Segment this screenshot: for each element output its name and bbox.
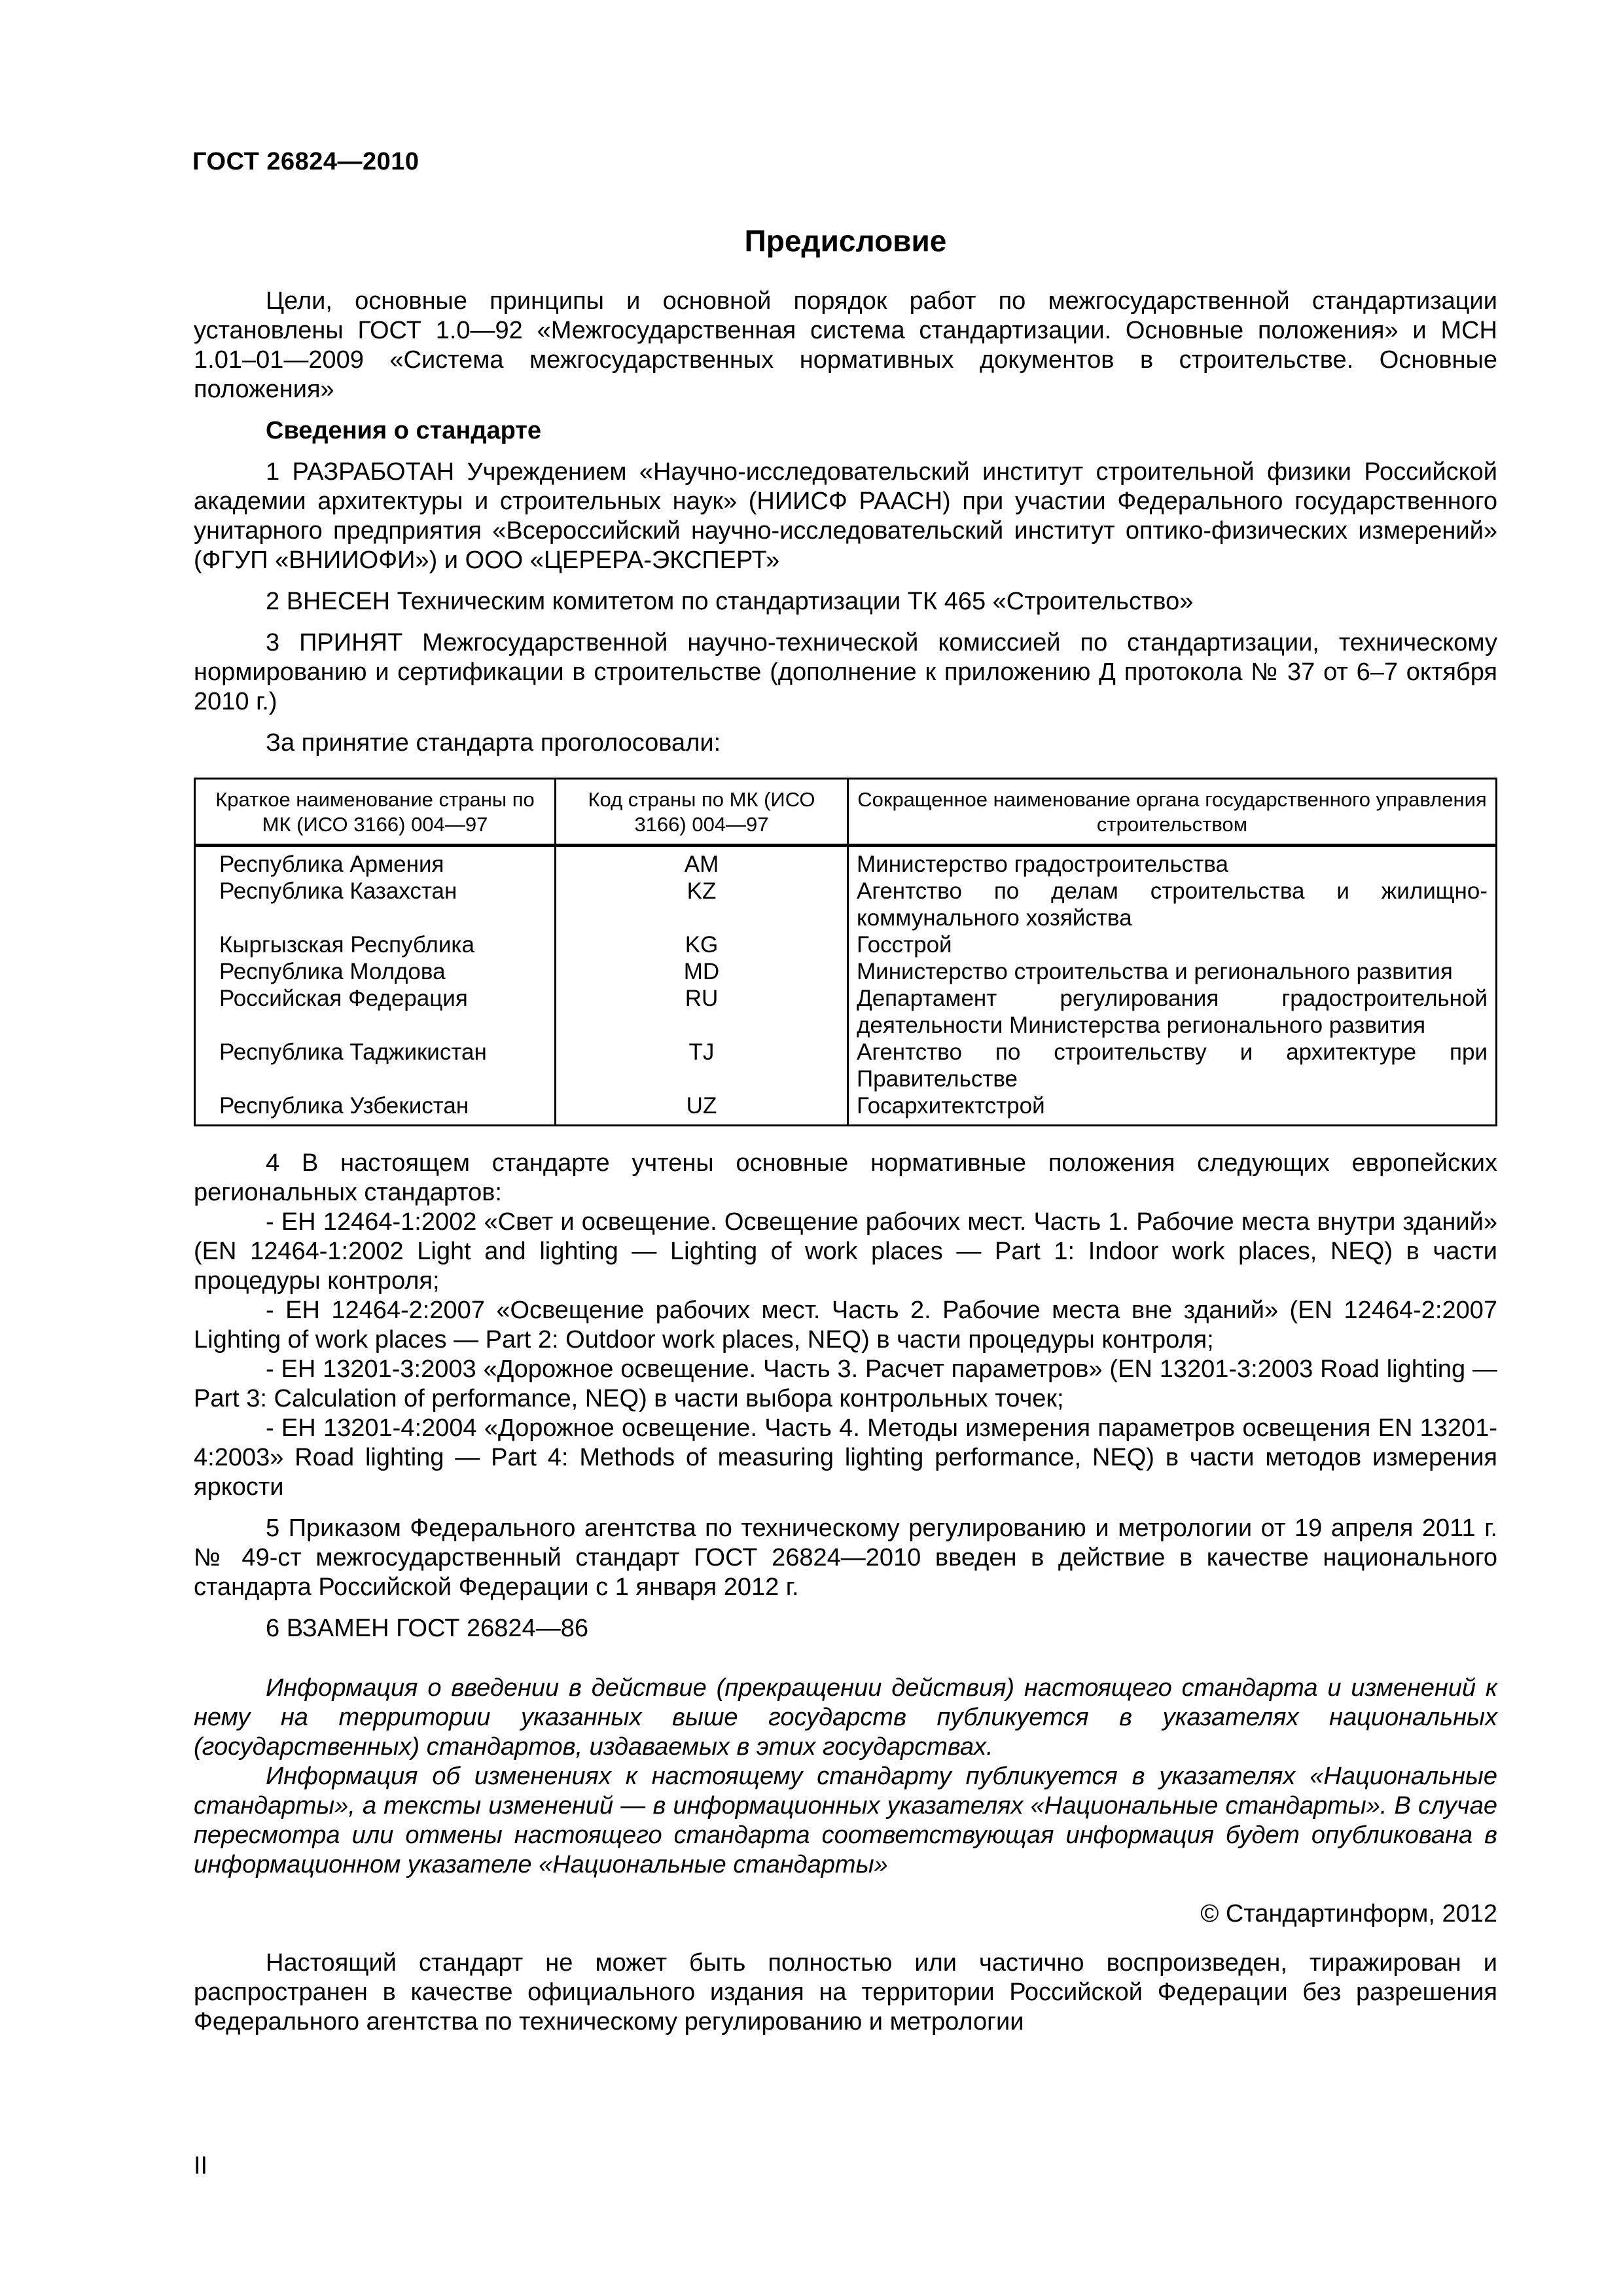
table-header-row <box>195 779 1497 846</box>
table-row <box>195 846 1497 878</box>
page-title: Предисловие <box>744 224 947 258</box>
table-cell-code: AM <box>556 846 848 878</box>
table-row <box>195 1039 1497 1092</box>
intro-paragraph: Цели, основные принципы и основной порядок работ по межгосударственной стандартизации установлены ГОСТ 1.0—92 «Межгосударственная система стандартизации. Основные положения» и МСН 1.01–01—2009 «Система межгосударственных нормативных документов в строительстве. Основные положения» <box>194 287 1497 403</box>
document-id: ГОСТ 26824—2010 <box>192 148 419 175</box>
item-2-paragraph: 2 ВНЕСЕН Техническим комитетом по стандартизации ТК 465 «Строительство» <box>266 588 1194 615</box>
item-3-paragraph: 3 ПРИНЯТ Межгосударственной научно-технической комиссией по стандартизации, техническому нормированию и сертификации в строительстве (дополнение к приложению Д протокола № 37 от 6–7 октября 2010 г.) <box>194 629 1497 715</box>
table-cell-code: KZ <box>556 878 848 931</box>
table-cell-country: Республика Армения <box>195 846 556 878</box>
italic-info-paragraph: Информация о введении в действие (прекращении действия) настоящего стандарта и изменений к нему на территории указанных выше государств публикуется в указателях национальных (государственных) стандартов, издаваемых в этих государствах. <box>194 1674 1497 1761</box>
table-cell-country: Кыргызская Республика <box>195 931 556 958</box>
item-4-list-item: - ЕН 12464-2:2007 «Освещение рабочих мест. Часть 2. Рабочие места вне зданий» (EN 12464-2:2007 Lighting of work places — Part 2: Outdoor work places, NEQ) в части процедуры контроля; <box>194 1297 1497 1354</box>
table-header-country: Краткое наименование страны по МК (ИСО 3166) 004—97 <box>195 779 556 846</box>
table-cell-authority: Министерство градостроительства <box>848 846 1497 878</box>
table-header-authority: Сокращенное наименование органа государственного управления строительством <box>848 779 1497 846</box>
table-cell-authority: Департамент регулирования градостроительной деятельности Министерства регионального развития <box>848 985 1497 1039</box>
table-cell-country: Республика Узбекистан <box>195 1092 556 1126</box>
section-subheading: Сведения о стандарте <box>266 417 542 444</box>
page-content <box>194 223 1497 2037</box>
table-cell-authority: Госархитектстрой <box>848 1092 1497 1126</box>
item-1-paragraph: 1 РАЗРАБОТАН Учреждением «Научно-исследовательский институт строительной физики Российской академии архитектуры и строительных наук» (НИИСФ РААСН) при участии Федерального государственного унитарного предприятия «Всероссийский научно-исследовательский институт оптико-физических измерений» (ФГУП «ВНИИОФИ») и ООО «ЦЕРЕРА-ЭКСПЕРТ» <box>194 458 1497 574</box>
table-row <box>195 878 1497 931</box>
item-4-paragraph: 4 В настоящем стандарте учтены основные нормативные положения следующих европейских региональных стандартов: <box>194 1149 1497 1206</box>
table-cell-country: Республика Казахстан <box>195 878 556 931</box>
table-cell-code: TJ <box>556 1039 848 1092</box>
item-6-paragraph: 6 ВЗАМЕН ГОСТ 26824—86 <box>266 1615 588 1642</box>
table-cell-authority: Агентство по строительству и архитектуре при Правительстве <box>848 1039 1497 1092</box>
table-row <box>195 931 1497 958</box>
reproduction-notice: Настоящий стандарт не может быть полностью или частично воспроизведен, тиражирован и распространен в качестве официального издания на территории Российской Федерации без разрешения Федерального агентства по техническому регулированию и метрологии <box>194 1949 1497 2036</box>
table-header-code: Код страны по МК (ИСО 3166) 004—97 <box>556 779 848 846</box>
table-cell-code: KG <box>556 931 848 958</box>
table-row <box>195 958 1497 985</box>
italic-info-paragraph: Информация об изменениях к настоящему стандарту публикуется в указателях «Национальные стандарты», а тексты изменений — в информационных указателях «Национальные стандарты». В случае пересмотра или отмены настоящего стандарта соответствующая информация будет опубликована в информационном указателе «Национальные стандарты» <box>194 1763 1497 1878</box>
voted-label: За принятие стандарта проголосовали: <box>266 729 721 757</box>
item-4-list-item: - ЕН 13201-4:2004 «Дорожное освещение. Часть 4. Методы измерения параметров освещения EN 13201-4:2003» Road lighting — Part 4: Methods of measuring lighting performance, NEQ) в части методов измерения яркости <box>194 1414 1497 1501</box>
table-cell-authority: Агентство по делам строительства и жилищно-коммунального хозяйства <box>848 878 1497 931</box>
table-row <box>195 1092 1497 1126</box>
table-cell-authority: Министерство строительства и регионального развития <box>848 958 1497 985</box>
table-cell-authority: Госстрой <box>848 931 1497 958</box>
table-cell-code: RU <box>556 985 848 1039</box>
copyright-line: © Стандартинформ, 2012 <box>1200 1900 1497 1928</box>
table-cell-country: Республика Таджикистан <box>195 1039 556 1092</box>
table-cell-country: Республика Молдова <box>195 958 556 985</box>
table-cell-code: UZ <box>556 1092 848 1126</box>
table-row <box>195 985 1497 1039</box>
page-number: II <box>194 2152 208 2179</box>
item-4-list-item: - ЕН 12464-1:2002 «Свет и освещение. Освещение рабочих мест. Часть 1. Рабочие места внутри зданий» (EN 12464-1:2002 Light and lighting — Lighting of work places — Part 1: Indoor work places, NEQ) в части процедуры контроля; <box>194 1208 1497 1295</box>
voting-table <box>194 778 1497 1126</box>
table-cell-code: MD <box>556 958 848 985</box>
table-cell-country: Российская Федерация <box>195 985 556 1039</box>
item-5-paragraph: 5 Приказом Федерального агентства по техническому регулированию и метрологии от 19 апреля 2011 г. № 49-ст межгосударственный стандарт ГОСТ 26824—2010 введен в действие в качестве национального стандарта Российской Федерации с 1 января 2012 г. <box>194 1515 1497 1601</box>
item-4-list-item: - ЕН 13201-3:2003 «Дорожное освещение. Часть 3. Расчет параметров» (EN 13201-3:2003 Road lighting — Part 3: Calculation of performance, NEQ) в части выбора контрольных точек; <box>194 1355 1497 1412</box>
